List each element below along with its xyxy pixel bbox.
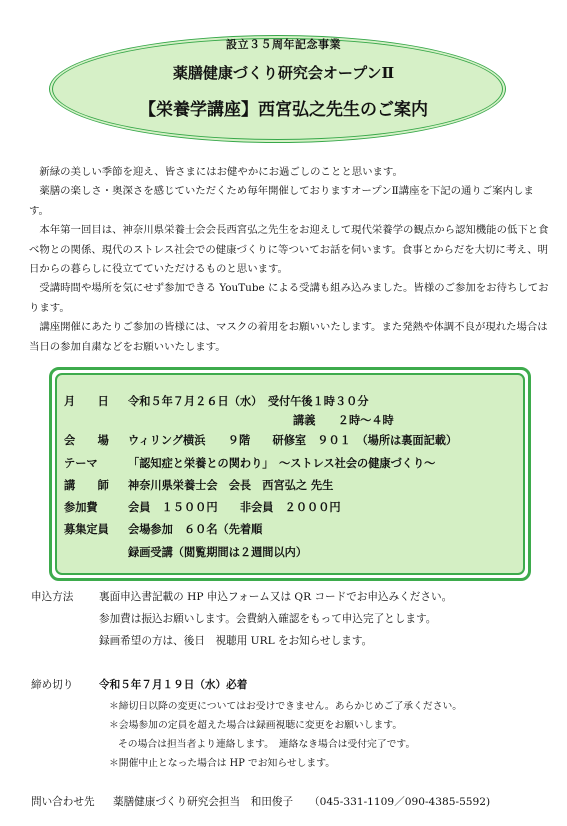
lecture-time: 講義 ２時～４時 xyxy=(293,414,394,427)
capacity-value: 会場参加 ６０名（先着順 xyxy=(128,523,263,536)
lecturer-value: 神奈川県栄養士会 会長 西宮弘之 先生 xyxy=(128,479,334,492)
fee-row xyxy=(0,498,567,518)
venue-row xyxy=(0,431,567,451)
venue-value: ウィリング横浜 ９階 研修室 ９０１ （場所は裏面記載） xyxy=(128,434,458,447)
theme-row xyxy=(0,454,567,474)
recording-row xyxy=(0,543,567,563)
recording-value: 録画受講（閲覧期間は２週間以内） xyxy=(128,546,308,559)
intro-paragraph: 本年第一回目は、神奈川県栄養士会会長西宮弘之先生をお迎えして現代栄養学の観点から認知機能の低下と食べ物との関係、現代のストレス社会での健康づくりに等ついてお話を伺います。食事とからだを大切に考え、明日からの暮らしに役立てていただけるものと思います。 xyxy=(29,224,549,276)
contact-label: 問い合わせ先 xyxy=(31,796,95,808)
intro-paragraph: 新緑の美しい季節を迎え、皆さまにはお健やかにお過ごしのことと思います。 xyxy=(39,166,403,178)
theme-value: 「認知症と栄養との関わり」 ～ストレス社会の健康づくり～ xyxy=(128,457,436,470)
intro-text xyxy=(29,163,551,357)
intro-paragraph: 受講時間や場所を気にせず参加できる YouTube による受講も組み込みました。皆様のご参加をお待ちしております。 xyxy=(29,282,549,314)
date-row xyxy=(0,392,567,412)
application-line: 録画希望の方は、後日 視聴用 URL をお知らせします。 xyxy=(99,635,373,647)
lecturer-label: 講 師 xyxy=(64,479,109,492)
event-subtitle: 【栄養学講座】西宮弘之先生のご案内 xyxy=(139,100,428,120)
date-value: 令和５年７月２６日（水） 受付午後１時３０分 xyxy=(128,395,369,408)
capacity-row xyxy=(0,520,567,540)
fee-label: 参加費 xyxy=(64,501,98,514)
application-line: 参加費は振込お願いします。会費納入確認をもって申込完了とします。 xyxy=(99,613,437,625)
deadline-label: 締め切り xyxy=(31,679,74,691)
fee-value: 会員 １５００円 非会員 ２０００円 xyxy=(128,501,341,514)
deadline-value: 令和５年７月１９日（水）必着 xyxy=(99,679,248,691)
intro-paragraph: 講座開催にあたりご参加の皆様には、マスクの着用をお願いいたします。また発熱や体調不良が現れた場合は当日の参加自粛などをお願いいたします。 xyxy=(29,321,548,353)
deadline-note: ＊会場参加の定員を超えた場合は録画視聴に変更をお願いします。 xyxy=(109,720,403,731)
lecturer-row xyxy=(0,476,567,496)
lecture-time-row xyxy=(0,411,567,431)
venue-label: 会 場 xyxy=(64,434,109,447)
capacity-label: 募集定員 xyxy=(64,523,109,536)
application-line: 裏面申込書記載の HP 申込フォーム又は QR コードでお申込みください。 xyxy=(99,591,453,603)
theme-label: テーマ xyxy=(64,457,98,470)
contact-value: 薬膳健康づくり研究会担当 和田俊子 （045-331-1109／090-4385-5592) xyxy=(113,796,491,808)
anniversary-label: 設立３５周年記念事業 xyxy=(226,38,341,51)
deadline-note: その場合は担当者より連絡します。 連絡なき場合は受付完了です。 xyxy=(118,739,416,750)
date-label: 月 日 xyxy=(64,395,109,408)
event-title: 薬膳健康づくり研究会オープンⅡ xyxy=(172,64,395,82)
deadline-note: ＊開催中止となった場合は HP でお知らせします。 xyxy=(109,758,336,769)
deadline-note: ＊締切日以降の変更についてはお受けできません。あらかじめご了承ください。 xyxy=(109,701,463,712)
application-label: 申込方法 xyxy=(31,591,74,603)
intro-paragraph: 薬膳の楽しさ・奥深さを感じていただくため毎年開催しておりますオープンⅡ講座を下記の通りご案内します。 xyxy=(29,185,534,217)
